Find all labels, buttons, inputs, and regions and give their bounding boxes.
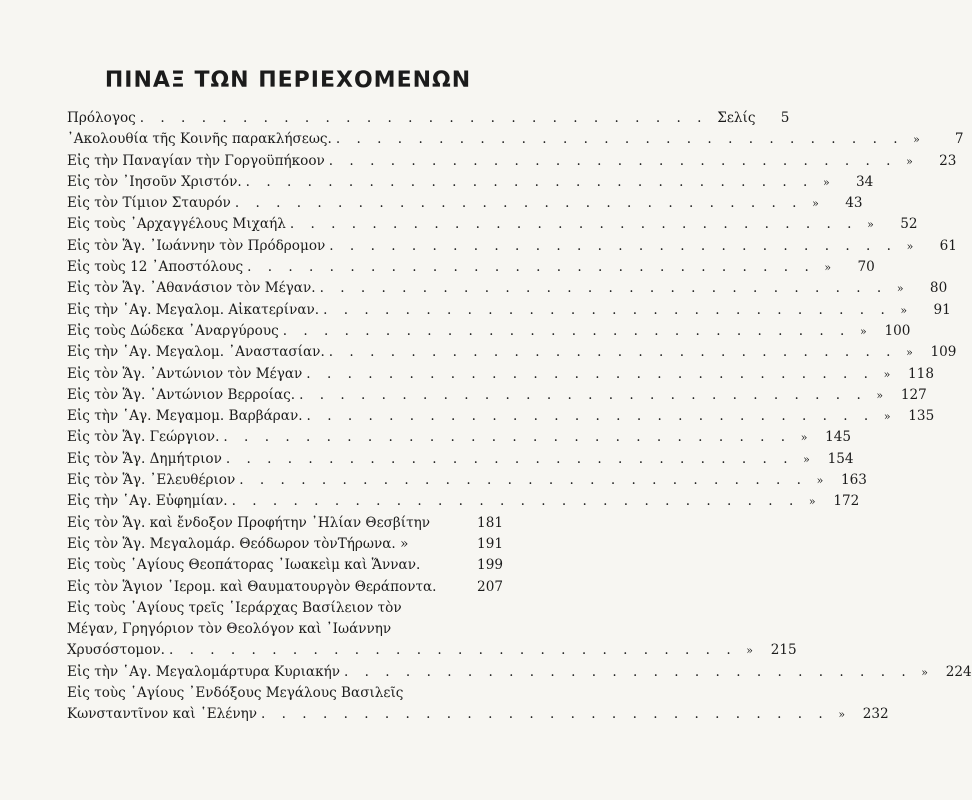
leader-dots: . . . . . . . . . . . . . . . . . . . . . . . . . . . . bbox=[139, 110, 708, 126]
toc-entry-title: Εἰς τὴν ῾Αγ. Μεγαλομ. ᾽Αναστασίαν. bbox=[67, 344, 325, 361]
page-heading: Σελίς bbox=[717, 110, 756, 126]
toc-entry-row bbox=[67, 619, 503, 640]
toc-entry-row bbox=[67, 193, 863, 214]
page-number: 127 bbox=[900, 386, 927, 403]
toc-entry-title: Εἰς τὴν ῾Αγ. Μεγαλομάρτυρα Κυριακήν bbox=[67, 663, 340, 680]
toc-entry-row bbox=[67, 640, 797, 661]
leader-dots: . . . . . . . . . . . . . . . . . . . . . . . . . . . . bbox=[261, 706, 829, 723]
ditto-mark: » bbox=[913, 133, 920, 147]
page-number: 23 bbox=[939, 152, 957, 169]
toc-entry-row bbox=[67, 555, 503, 576]
toc-entry-title: Εἰς τὸν Ἅγ. Δημήτριον bbox=[67, 450, 222, 467]
toc-entry-title: Εἰς τὸν Τίμιον Σταυρόν bbox=[67, 195, 231, 212]
ditto-mark: » bbox=[812, 197, 819, 211]
leader-dots: . . . . . . . . . . . . . . . . . . . . . . . . . . . . bbox=[282, 322, 851, 339]
toc-entry-title: Εἰς τὴν Παναγίαν τὴν Γοργοϋπήκοον bbox=[67, 152, 325, 169]
toc-entry-title: Εἰς τοὺς ᾽Αρχαγγέλους Μιχαήλ bbox=[67, 216, 286, 233]
toc-entry-title: Εἰς τοὺς ῾Αγίους τρεῖς ῾Ιεράρχας Βασίλειον τὸν bbox=[67, 599, 402, 616]
toc-entry-row bbox=[67, 406, 935, 427]
toc-entry-title: Εἰς τὸν ᾽Ιησοῦν Χριστόν. bbox=[67, 173, 242, 190]
ditto-mark: » bbox=[883, 367, 891, 381]
toc-entry-title: Εἰς τὸν Ἅγ. ᾽Αθανάσιον τὸν Μέγαν. bbox=[67, 280, 316, 297]
toc-entry-row bbox=[67, 385, 927, 406]
page-number: 61 bbox=[939, 237, 957, 254]
ditto-mark: » bbox=[900, 303, 908, 317]
toc-entry-row bbox=[67, 598, 503, 619]
toc-entry-title: Εἰς τὴν ῾Αγ. Εὐφημίαν. bbox=[67, 493, 228, 510]
page-number: 163 bbox=[840, 472, 867, 489]
toc-entry-row bbox=[67, 300, 951, 321]
ditto-mark: » bbox=[860, 324, 867, 338]
leader-dots: . . . . . . . . . . . . . . . . . . . . . . . . . . . . bbox=[225, 450, 794, 467]
toc-entry-row bbox=[67, 534, 503, 555]
page-number: 5 bbox=[780, 110, 790, 126]
toc-entry-row bbox=[67, 704, 889, 725]
page-number: 199 bbox=[477, 557, 503, 574]
toc-entry-row bbox=[67, 342, 957, 363]
page-number: 80 bbox=[929, 280, 948, 297]
toc-entry-row bbox=[67, 278, 948, 299]
ditto-mark: » bbox=[824, 261, 832, 275]
page-number: 52 bbox=[900, 216, 918, 233]
toc-entry-row bbox=[67, 214, 918, 235]
toc-entry-row bbox=[67, 470, 867, 491]
ditto-mark: » bbox=[883, 410, 891, 424]
leader-dots: . . . . . . . . . . . . . . . . . . . . . . . . . . . . bbox=[319, 280, 888, 297]
leader-dots: . . . . . . . . . . . . . . . . . . . . . . . . . . . . bbox=[245, 173, 814, 190]
page-number: 7 bbox=[954, 131, 964, 148]
page-title: ΠΙΝΑΞ ΤΩΝ ΠΕΡΙΕΧΟΜΕΝΩΝ bbox=[104, 68, 472, 93]
toc-entry-row bbox=[67, 427, 852, 448]
ditto-mark: » bbox=[816, 474, 824, 488]
leader-dots: . . . . . . . . . . . . . . . . . . . . . . . . . . . . bbox=[306, 408, 875, 425]
page-number: 34 bbox=[856, 173, 874, 190]
leader-dots: . . . . . . . . . . . . . . . . . . . . . . . . . . . . bbox=[335, 131, 904, 148]
leader-dots: . . . . . . . . . . . . . . . . . . . . . . . . . . . . bbox=[231, 493, 800, 510]
toc-entry-row bbox=[67, 172, 874, 193]
ditto-mark: » bbox=[921, 665, 929, 679]
ditto-mark: » bbox=[800, 431, 808, 445]
toc-entry-title: Εἰς τὸν Ἅγ. Γεώργιον. bbox=[67, 429, 220, 446]
ditto-mark: » bbox=[838, 708, 846, 722]
toc-entry-row bbox=[67, 683, 503, 704]
ditto-mark: » bbox=[906, 346, 913, 360]
page-number: 145 bbox=[825, 429, 852, 446]
page-number: 232 bbox=[862, 706, 889, 723]
toc-entry-title: Εἰς τοὺς ῾Αγίους Θεοπάτορας ᾽Ιωακεὶμ καὶ Ἅνναν. bbox=[67, 557, 421, 574]
leader-dots: . . . . . . . . . . . . . . . . . . . . . . . . . . . . bbox=[328, 152, 897, 169]
toc-entry-row bbox=[67, 449, 854, 470]
toc-entry-title: Εἰς τοὺς ῾Αγίους ᾽Ενδόξους Μεγάλους Βασιλεῖς bbox=[67, 685, 404, 702]
toc-entry-title: Εἰς τὸν Ἅγιον ῾Ιερομ. καὶ Θαυματουργὸν Θεράποντα. bbox=[67, 578, 437, 595]
ditto-mark: » bbox=[822, 175, 830, 189]
leader-dots: . . . . . . . . . . . . . . . . . . . . . . . . . . . . bbox=[234, 195, 803, 212]
page-number: 109 bbox=[930, 344, 957, 361]
page-number: 172 bbox=[833, 493, 860, 510]
ditto-mark: » bbox=[803, 452, 810, 466]
page-number: 70 bbox=[857, 259, 875, 276]
page-number: 118 bbox=[908, 365, 934, 382]
toc-entry-row bbox=[67, 577, 503, 598]
toc-entry-row bbox=[67, 257, 875, 278]
toc-entry-title: Εἰς τὴν ῾Αγ. Μεγαμομ. Βαρβάραν. bbox=[67, 408, 303, 425]
leader-dots: . . . . . . . . . . . . . . . . . . . . . . . . . . . . bbox=[168, 642, 737, 659]
toc-entry-row bbox=[67, 321, 911, 342]
toc-entry-row bbox=[67, 513, 503, 534]
page-number: 43 bbox=[845, 195, 863, 212]
leader-dots: . . . . . . . . . . . . . . . . . . . . . . . . . . . . bbox=[299, 386, 867, 403]
toc-entry-row bbox=[67, 236, 957, 257]
ditto-mark: » bbox=[876, 388, 884, 402]
toc-entry-title: Πρόλογος bbox=[67, 110, 136, 126]
leader-dots: . . . . . . . . . . . . . . . . . . . . . . . . . . . . bbox=[329, 237, 897, 254]
toc-entry-title: Εἰς τὸν Ἅγ. Μεγαλομάρ. Θεόδωρον τὸνΤήρωνα. » bbox=[67, 535, 409, 552]
toc-entry-title: Εἰς τὸν Ἅγ. ᾽Ιωάννην τὸν Πρόδρομον bbox=[67, 237, 326, 254]
page-number: 215 bbox=[770, 642, 797, 659]
toc-entry-row bbox=[67, 151, 957, 172]
ditto-mark: » bbox=[906, 239, 914, 253]
toc-entry-title: Κωνσταντῖνον καὶ ῾Ελένην bbox=[67, 706, 258, 723]
ditto-mark: » bbox=[896, 282, 904, 296]
leader-dots: . . . . . . . . . . . . . . . . . . . . . . . . . . . . bbox=[323, 301, 891, 318]
toc-entry-title: Μέγαν, Γρηγόριον τὸν Θεολόγον καὶ ᾽Ιωάννην bbox=[67, 621, 392, 638]
toc-entry-row bbox=[67, 129, 964, 150]
page-number: 135 bbox=[908, 408, 935, 425]
toc-entry-row bbox=[67, 662, 972, 683]
leader-dots: . . . . . . . . . . . . . . . . . . . . . . . . . . . . bbox=[223, 429, 792, 446]
toc-entry-title: Εἰς τὸν Ἅγ. ῾Αντώνιον Βερροίας. bbox=[67, 386, 296, 403]
table-of-contents bbox=[67, 108, 972, 726]
ditto-mark: » bbox=[867, 218, 874, 232]
leader-dots: . . . . . . . . . . . . . . . . . . . . . . . . . . . . bbox=[344, 663, 912, 680]
page-number: 191 bbox=[477, 535, 503, 552]
toc-entry-title: Εἰς τὸν Ἅγ. ᾽Ελευθέριον bbox=[67, 472, 236, 489]
leader-dots: . . . . . . . . . . . . . . . . . . . . . . . . . . . . bbox=[247, 259, 815, 276]
leader-dots: . . . . . . . . . . . . . . . . . . . . . . . . . . . . bbox=[306, 365, 874, 382]
ditto-mark: » bbox=[808, 495, 816, 509]
toc-entry-title: ᾽Ακολουθία τῆς Κοινῆς παρακλήσεως. bbox=[67, 131, 332, 148]
toc-entry-row bbox=[67, 364, 934, 385]
page-number: 154 bbox=[827, 450, 854, 467]
toc-entry-title: Εἰς τὸν Ἅγ. ᾽Αντώνιον τὸν Μέγαν bbox=[67, 365, 303, 382]
toc-entry-row bbox=[67, 491, 860, 512]
page-number: 181 bbox=[477, 514, 503, 531]
page-number: 207 bbox=[477, 578, 503, 595]
ditto-mark: » bbox=[746, 644, 754, 658]
toc-entry-title: Χρυσόστομον. bbox=[67, 642, 165, 659]
page-number: 91 bbox=[933, 301, 951, 318]
toc-entry-title: Εἰς τὴν ῾Αγ. Μεγαλομ. Αἰκατερίναν. bbox=[67, 301, 320, 318]
toc-entry-title: Εἰς τὸν Ἅγ. καὶ ἔνδοξον Προφήτην ᾽Ηλίαν Θεσβίτην bbox=[67, 514, 431, 531]
toc-entry-row bbox=[67, 108, 790, 129]
ditto-mark: » bbox=[906, 154, 913, 168]
leader-dots: . . . . . . . . . . . . . . . . . . . . . . . . . . . . bbox=[328, 344, 897, 361]
toc-entry-title: Εἰς τοὺς Δώδεκα ᾽Αναργύρους bbox=[67, 322, 279, 339]
page-number: 100 bbox=[884, 322, 911, 339]
toc-entry-title: Εἰς τοὺς 12 ᾽Αποστόλους bbox=[67, 259, 244, 276]
leader-dots: . . . . . . . . . . . . . . . . . . . . . . . . . . . . bbox=[289, 216, 858, 233]
page-number: 224 bbox=[945, 663, 972, 680]
leader-dots: . . . . . . . . . . . . . . . . . . . . . . . . . . . . bbox=[239, 472, 807, 489]
